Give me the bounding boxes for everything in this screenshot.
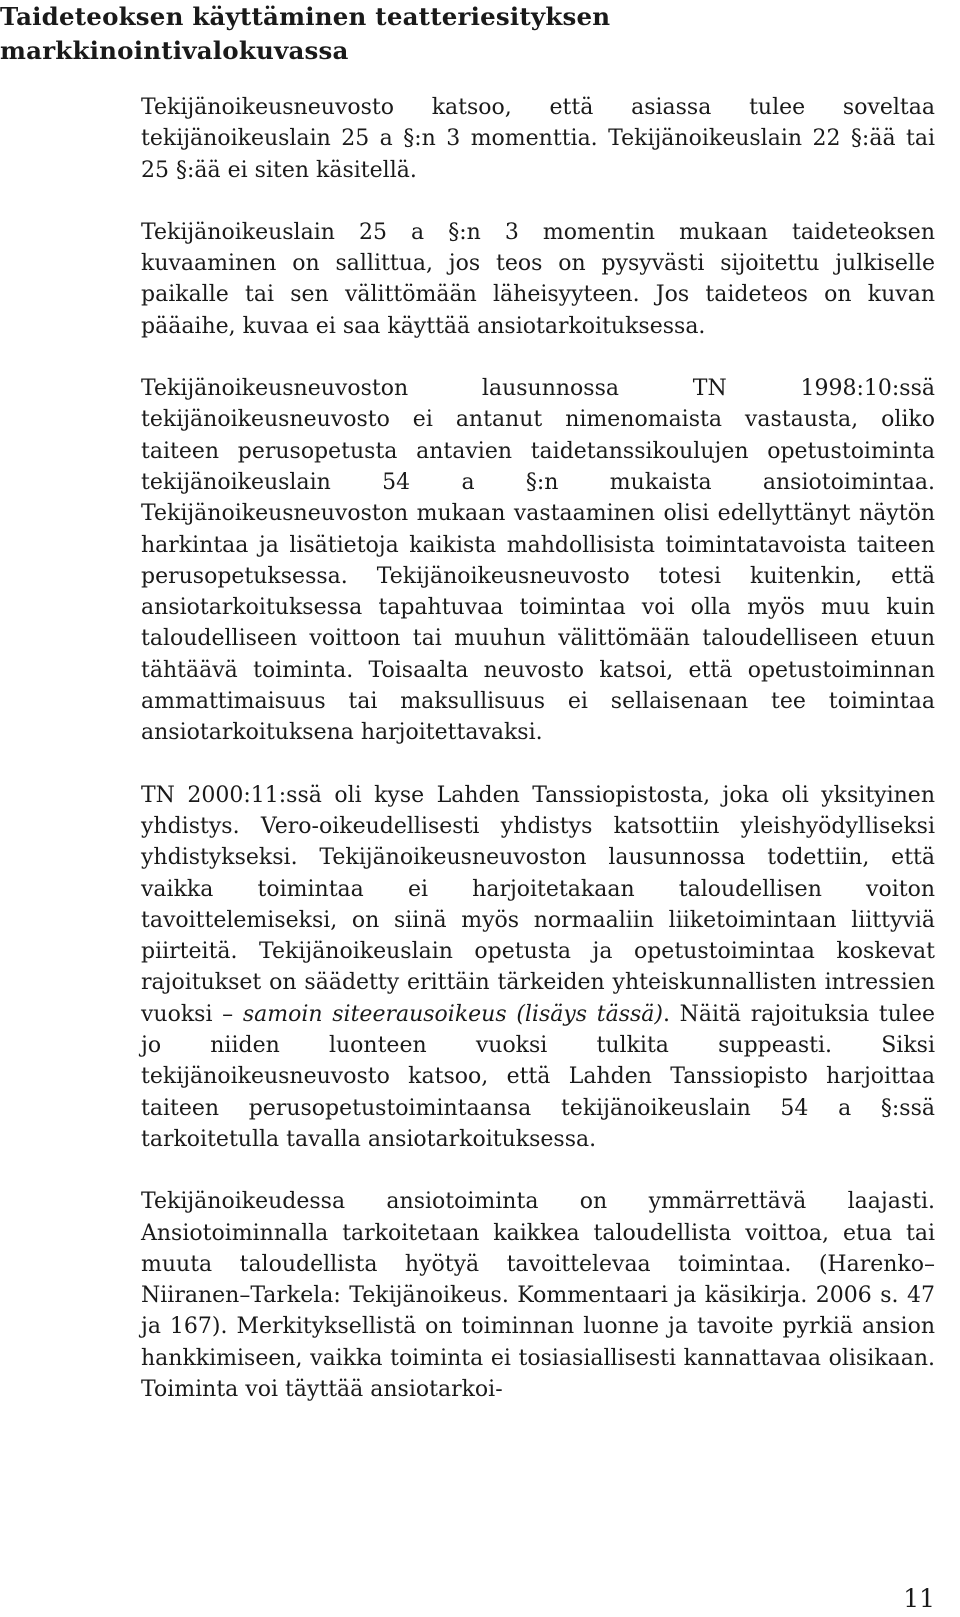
- paragraph-2: Tekijänoikeuslain 25 a §:n 3 momentin mukaan taideteoksen kuvaaminen on sallittua, jos teos on pysyvästi sijoitettu julkiselle paikalle tai sen välittömään läheisyyteen. Jos taideteos on kuvan pääaihe, kuvaa ei saa käyttää ansiotarkoituksessa.: [141, 219, 935, 339]
- paragraph-4-text-end: . Näitä rajoituksia tulee jo niiden luonteen vuoksi tulkita suppeasti. Siksi tekijänoikeusneuvosto katsoo, että Lahden Tanssiopisto harjoittaa taiteen perusopetustoimintaansa tekijänoikeuslain 54 a §:ssä tarkoitetulla tavalla ansiotarkoituksessa.: [141, 1001, 935, 1152]
- paragraph-4-emphasis: samoin siteerausoikeus (lisäys tässä): [242, 1001, 664, 1027]
- paragraph-1: Tekijänoikeusneuvosto katsoo, että asiassa tulee soveltaa tekijänoikeuslain 25 a §:n 3 momenttia. Tekijänoikeuslain 22 §:ää tai 25 §:ää ei siten käsitellä.: [141, 95, 935, 183]
- paragraph-4-text-start: TN 2000:11:ssä oli kyse Lahden Tanssiopistosta, joka oli yksityinen yhdistys. Vero-oikeudellisesti yhdistys katsottiin yleishyödylliseksi yhdistykseksi. Tekijänoikeusneuvoston lausunnossa todettiin, että vaikka toimintaa ei harjoitetakaan taloudellisen voiton tavoittelemiseksi, on siinä myös normaaliin liiketoimintaan liittyviä piirteitä. Tekijänoikeuslain opetusta ja opetustoimintaa koskevat rajoitukset on säädetty erittäin tärkeiden yhteiskunnallisten intressien vuoksi –: [141, 782, 935, 1027]
- paragraph-4: [141, 780, 935, 1156]
- paragraph-5: Tekijänoikeudessa ansiotoiminta on ymmärrettävä laajasti. Ansiotoiminnalla tarkoitetaan kaikkea taloudellista voittoa, etua tai muuta taloudellista hyötyä tavoittelevaa toimintaa. (Harenko–Niiranen–Tarkela: Tekijänoikeus. Kommentaari ja käsikirja. 2006 s. 47 ja 167). Merkityksellistä on toiminnan luonne ja tavoite pyrkiä ansion hankkimiseen, vaikka toiminta ei tosiasiallisesti kannattavaa olisikaan. Toiminta voi täyttää ansiotarkoi-: [141, 1189, 935, 1402]
- page-number: 11: [903, 1584, 935, 1613]
- document-body: [141, 92, 935, 1436]
- section-heading: Taideteoksen käyttäminen teatteriesityksen markkinointivalokuvassa: [0, 2, 611, 65]
- paragraph-3: Tekijänoikeusneuvoston lausunnossa TN 1998:10:ssä tekijänoikeusneuvosto ei antanut nimenomaista vastausta, oliko taiteen perusopetusta antavien taidetanssikoulujen opetustoiminta tekijänoikeuslain 54 a §:n mukaista ansiotoimintaa. Tekijänoikeusneuvoston mukaan vastaaminen olisi edellyttänyt näytön harkintaa ja lisätietoja kaikista mahdollisista toimintatavoista taiteen perusopetuksessa. Tekijänoikeusneuvosto totesi kuitenkin, että ansiotarkoituksessa tapahtuvaa toimintaa voi olla myös muu kuin taloudelliseen voittoon tai muuhun välittömään taloudelliseen etuun tähtäävä toiminta. Toisaalta neuvosto katsoi, että opetustoiminnan ammattimaisuus tai maksullisuus ei sellaisenaan tee toimintaa ansiotarkoituksena harjoitettavaksi.: [141, 376, 935, 746]
